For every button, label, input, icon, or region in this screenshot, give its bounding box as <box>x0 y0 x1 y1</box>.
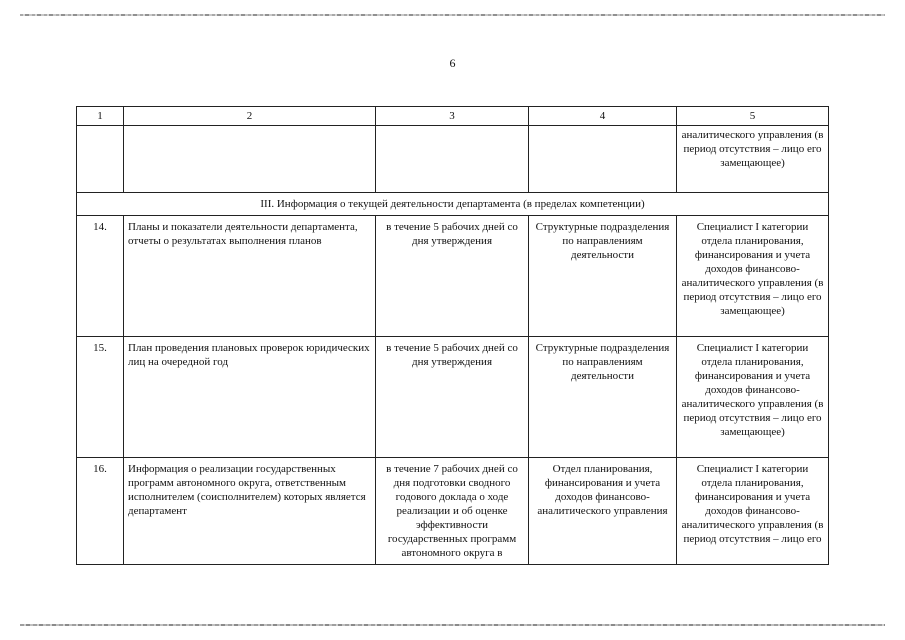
row-contact: Специалист I категории отдела планирования, финансирования и учета доходов финансово-аналитического управления (в период отсутствия – лицо его <box>677 458 829 565</box>
row-contact: Специалист I категории отдела планирования, финансирования и учета доходов финансово-аналитического управления (в период отсутствия – лицо его замещающее) <box>677 216 829 337</box>
section-title: III. Информация о текущей деятельности департамента (в пределах компетенции) <box>77 193 829 216</box>
scan-edge-top <box>20 14 885 16</box>
cont-cell-5: аналитического управления (в период отсутствия – лицо его замещающее) <box>677 126 829 193</box>
row-deadline: в течение 5 рабочих дней со дня утверждения <box>376 337 529 458</box>
header-row <box>77 107 829 126</box>
scan-edge-bottom <box>20 624 885 626</box>
header-col-3: 3 <box>376 107 529 126</box>
row-number: 16. <box>77 458 124 565</box>
cont-cell-4 <box>529 126 677 193</box>
header-col-2: 2 <box>124 107 376 126</box>
row-info: Планы и показатели деятельности департамента, отчеты о результатах выполнения планов <box>124 216 376 337</box>
section-heading-row <box>77 193 829 216</box>
table-row <box>77 216 829 337</box>
page-number: 6 <box>449 56 456 70</box>
header-col-1: 1 <box>77 107 124 126</box>
row-info: План проведения плановых проверок юридических лиц на очередной год <box>124 337 376 458</box>
row-contact: Специалист I категории отдела планирования, финансирования и учета доходов финансово-аналитического управления (в период отсутствия – лицо его замещающее) <box>677 337 829 458</box>
row-responsible: Структурные подразделения по направлениям деятельности <box>529 337 677 458</box>
row-number: 14. <box>77 216 124 337</box>
document-table <box>76 106 829 565</box>
table-row <box>77 458 829 565</box>
header-col-4: 4 <box>529 107 677 126</box>
cont-cell-2 <box>124 126 376 193</box>
row-info: Информация о реализации государственных программ автономного округа, ответственным исполнителем (соисполнителем) которых является департамент <box>124 458 376 565</box>
row-number: 15. <box>77 337 124 458</box>
row-deadline: в течение 7 рабочих дней со дня подготовки сводного годового доклада о ходе реализации и об оценке эффективности государственных программ автономного округа в <box>376 458 529 565</box>
row-responsible: Структурные подразделения по направлениям деятельности <box>529 216 677 337</box>
cont-cell-3 <box>376 126 529 193</box>
table-row <box>77 337 829 458</box>
row-responsible: Отдел планирования, финансирования и учета доходов финансово-аналитического управления <box>529 458 677 565</box>
continuation-row <box>77 126 829 193</box>
row-deadline: в течение 5 рабочих дней со дня утверждения <box>376 216 529 337</box>
cont-cell-1 <box>77 126 124 193</box>
header-col-5: 5 <box>677 107 829 126</box>
